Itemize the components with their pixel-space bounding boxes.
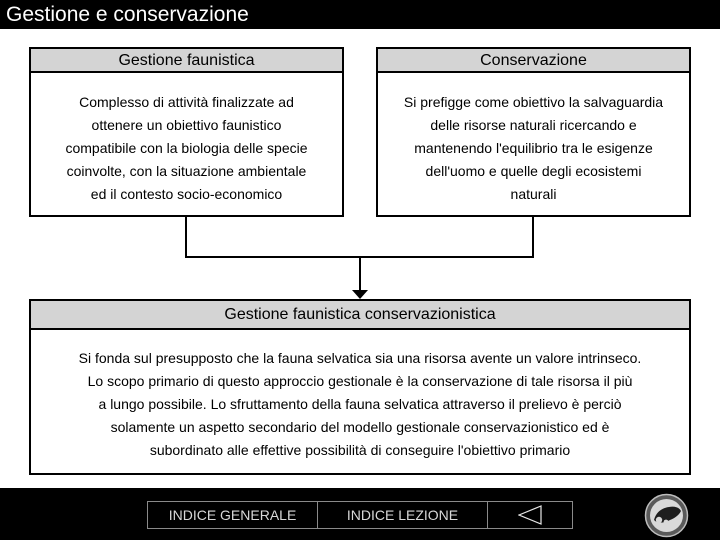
text-line: Si prefigge come obiettivo la salvaguardia (403, 94, 664, 110)
connector-left (185, 217, 187, 258)
text-line: Lo scopo primario di questo approccio gestionale è la conservazione di tale risorsa il più (87, 373, 633, 389)
text-line: a lungo possibile. Lo sfruttamento della fauna selvatica attraverso il prelievo è perciò (98, 396, 622, 412)
conservazione-heading: Conservazione (378, 49, 689, 73)
text-line: naturali (510, 186, 557, 202)
text-line: coinvolte, con la situazione ambientale (66, 163, 307, 179)
gestione-faunistica-box (29, 47, 344, 217)
text-line: ed il contesto socio-economico (90, 186, 283, 202)
text-line: delle risorse naturali ricercando e (430, 117, 637, 133)
gestione-conservazionistica-text (31, 330, 689, 462)
connector-right (532, 217, 534, 258)
connector-down (359, 256, 361, 292)
text-line: solamente un aspetto secondario del modello gestionale conservazionistico ed è (110, 419, 610, 435)
gestione-conservazionistica-heading: Gestione faunistica conservazionistica (31, 301, 689, 330)
binoculars-logo-icon[interactable] (644, 493, 689, 538)
back-triangle-icon (518, 505, 542, 525)
text-line: mantenendo l'equilibrio tra le esigenze (414, 140, 653, 156)
conservazione-box (376, 47, 691, 217)
gestione-faunistica-heading: Gestione faunistica (31, 49, 342, 73)
text-line: Complesso di attività finalizzate ad (79, 94, 294, 110)
conservazione-text (378, 73, 689, 206)
back-button[interactable] (487, 501, 573, 529)
page-title: Gestione e conservazione (0, 0, 720, 29)
text-line: Si fonda sul presupposto che la fauna selvatica sia una risorsa avente un valore intrinseco. (78, 350, 642, 366)
text-line: subordinato alle effettive possibilità di conseguire l'obiettivo primario (149, 442, 571, 458)
indice-lezione-button[interactable]: INDICE LEZIONE (317, 501, 488, 529)
indice-generale-button[interactable]: INDICE GENERALE (147, 501, 318, 529)
gestione-faunistica-text (31, 73, 342, 206)
text-line: dell'uomo e quelle degli ecosistemi (425, 163, 642, 179)
text-line: ottenere un obiettivo faunistico (91, 117, 282, 133)
text-line: compatibile con la biologia delle specie (65, 140, 308, 156)
gestione-conservazionistica-box (29, 299, 691, 475)
